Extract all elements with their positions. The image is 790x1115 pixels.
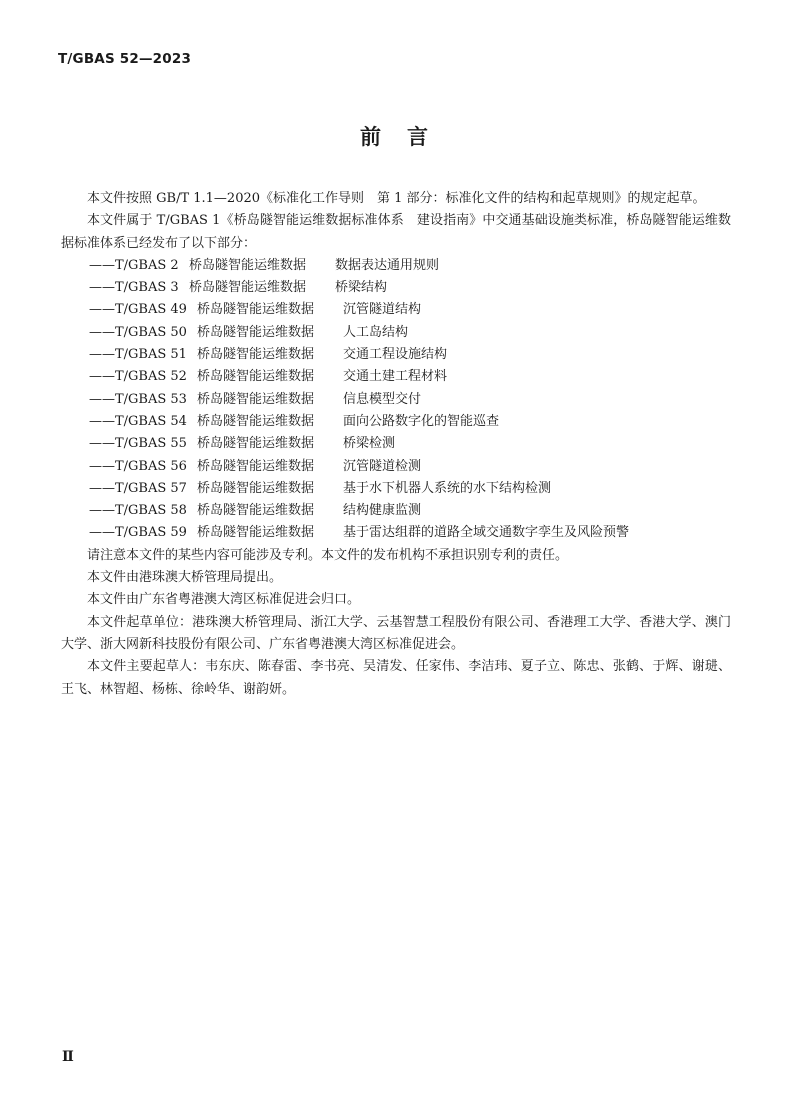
list-item — [61, 389, 731, 411]
part-name: 桥岛隧智能运维数据 — [197, 347, 315, 363]
part-code: ——T/GBAS 52 — [89, 369, 187, 385]
list-item — [61, 299, 731, 321]
list-item — [61, 456, 731, 478]
part-code: ——T/GBAS 57 — [89, 480, 187, 496]
part-code: ——T/GBAS 58 — [89, 503, 187, 519]
list-item — [61, 522, 731, 544]
paragraph-series-intro: 本文件属于 T/GBAS 1《桥岛隧智能运维数据标准体系 建设指南》中交通基础设施类标准，桥岛隧智能运维数据标准体系已经发布了以下部分： — [61, 213, 731, 251]
title-char-2: 言 — [407, 125, 430, 149]
paragraph-proposer: 本文件由港珠澳大桥管理局提出。 — [87, 570, 283, 586]
part-code: ——T/GBAS 50 — [89, 324, 187, 340]
part-subtitle: 沉管隧道结构 — [343, 302, 422, 318]
part-name: 桥岛隧智能运维数据 — [197, 324, 315, 340]
parts-list — [61, 255, 731, 545]
list-item — [61, 255, 731, 277]
part-subtitle: 桥梁结构 — [335, 280, 388, 296]
part-name: 桥岛隧智能运维数据 — [197, 391, 315, 407]
part-subtitle: 面向公路数字化的智能巡查 — [343, 413, 500, 429]
part-subtitle: 基于水下机器人系统的水下结构检测 — [343, 480, 552, 496]
part-subtitle: 交通土建工程材料 — [343, 369, 448, 385]
title-char-1: 前 — [360, 125, 383, 149]
list-item — [61, 366, 731, 388]
list-item — [61, 500, 731, 522]
part-code: ——T/GBAS 2 — [89, 257, 179, 273]
paragraph-centralized-by: 本文件由广东省粤港澳大湾区标准促进会归口。 — [87, 592, 361, 608]
document-body — [61, 188, 731, 701]
part-name: 桥岛隧智能运维数据 — [197, 525, 315, 541]
list-item — [61, 322, 731, 344]
part-name: 桥岛隧智能运维数据 — [197, 503, 315, 519]
part-code: ——T/GBAS 53 — [89, 391, 187, 407]
part-subtitle: 交通工程设施结构 — [343, 347, 448, 363]
page-title — [0, 121, 790, 151]
paragraph-drafters: 本文件主要起草人：韦东庆、陈春雷、李书亮、吴清发、任家伟、李洁玮、夏子立、陈忠、张鹤、于辉、谢琎、王飞、林智超、杨栋、徐岭华、谢韵妍。 — [61, 659, 731, 697]
part-code: ——T/GBAS 55 — [89, 436, 187, 452]
part-code: ——T/GBAS 51 — [89, 347, 187, 363]
part-name: 桥岛隧智能运维数据 — [197, 436, 315, 452]
part-code: ——T/GBAS 56 — [89, 458, 187, 474]
part-subtitle: 人工岛结构 — [343, 324, 409, 340]
paragraph-patent-notice: 请注意本文件的某些内容可能涉及专利。本文件的发布机构不承担识别专利的责任。 — [87, 547, 569, 563]
paragraph-drafting-basis: 本文件按照 GB/T 1.1—2020《标准化工作导则 第 1 部分：标准化文件的结构和起草规则》的规定起草。 — [87, 191, 706, 206]
part-code: ——T/GBAS 49 — [89, 302, 187, 318]
page-number: Ⅱ — [62, 1049, 74, 1065]
part-name: 桥岛隧智能运维数据 — [197, 413, 315, 429]
list-item — [61, 277, 731, 299]
part-code: ——T/GBAS 3 — [89, 280, 179, 296]
paragraph-drafting-units: 本文件起草单位：港珠澳大桥管理局、浙江大学、云基智慧工程股份有限公司、香港理工大学、香港大学、澳门大学、浙大网新科技股份有限公司、广东省粤港澳大湾区标准促进会。 — [61, 614, 731, 652]
list-item — [61, 478, 731, 500]
part-subtitle: 基于雷达组群的道路全域交通数字孪生及风险预警 — [343, 525, 630, 541]
list-item — [61, 344, 731, 366]
part-name: 桥岛隧智能运维数据 — [197, 458, 315, 474]
part-subtitle: 信息模型交付 — [343, 391, 422, 407]
part-code: ——T/GBAS 59 — [89, 525, 187, 541]
part-name: 桥岛隧智能运维数据 — [189, 280, 307, 296]
standard-code: T/GBAS 52—2023 — [58, 51, 192, 67]
part-subtitle: 沉管隧道检测 — [343, 458, 422, 474]
part-subtitle: 结构健康监测 — [343, 503, 422, 519]
part-subtitle: 数据表达通用规则 — [335, 257, 440, 273]
part-name: 桥岛隧智能运维数据 — [197, 369, 315, 385]
list-item — [61, 411, 731, 433]
part-name: 桥岛隧智能运维数据 — [189, 257, 307, 273]
part-code: ——T/GBAS 54 — [89, 413, 187, 429]
list-item — [61, 433, 731, 455]
part-name: 桥岛隧智能运维数据 — [197, 480, 315, 496]
part-subtitle: 桥梁检测 — [343, 436, 396, 452]
part-name: 桥岛隧智能运维数据 — [197, 302, 315, 318]
